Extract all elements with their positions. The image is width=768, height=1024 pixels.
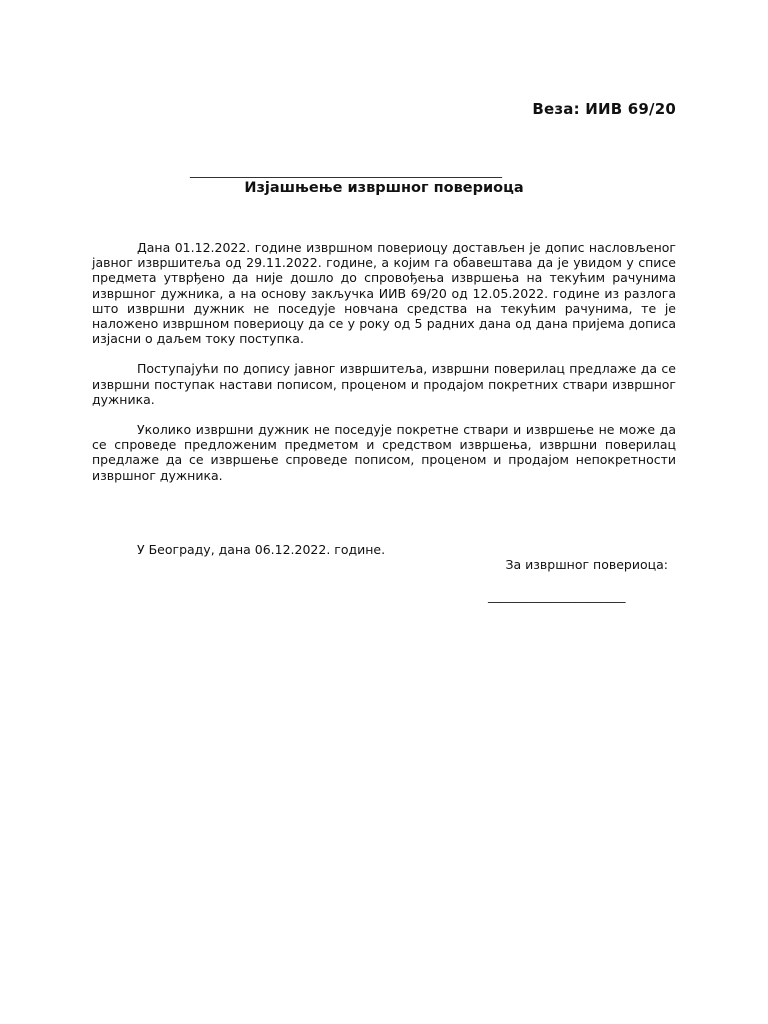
- signature-line: ______________________: [488, 588, 626, 603]
- title-underline: ________________________________________________: [190, 164, 502, 179]
- signature-label: За извршног повериоца:: [505, 557, 668, 572]
- document-title: Изјашњење извршног повериоца: [244, 180, 524, 196]
- place-and-date: У Београду, дана 06.12.2022. године.: [137, 542, 386, 557]
- paragraph-2: Поступајући по допису јавног извршитеља, извршни поверилац предлаже да се извршни поступак настави пописом, проценом и продајом покретних ствари извршног дужника.: [92, 361, 676, 407]
- case-reference: Веза: ИИВ 69/20: [532, 100, 676, 118]
- paragraph-3: Уколико извршни дужник не поседује покретне ствари и извршење не може да се спроведе предложеним предметом и средством извршења, извршни поверилац предлаже да се извршење спроведе пописом, проценом и продајом непокретности извршног дужника.: [92, 422, 676, 483]
- document-body: [92, 240, 676, 498]
- paragraph-1: Дана 01.12.2022. године извршном повериоцу достављен је допис насловљеног јавног извршитеља од 29.11.2022. године, а којим га обавештава да је увидом у списе предмета утврђено да није дошло до спровођења извршења на текућим рачунима извршног дужника, а на основу закључка ИИВ 69/20 од 12.05.2022. године из разлога што извршни дужник не поседује новчана средства на текућим рачунима, те је наложено извршном повериоцу да се у року од 5 радних дана од дана пријема дописа изјасни о даљем току поступка.: [92, 240, 676, 347]
